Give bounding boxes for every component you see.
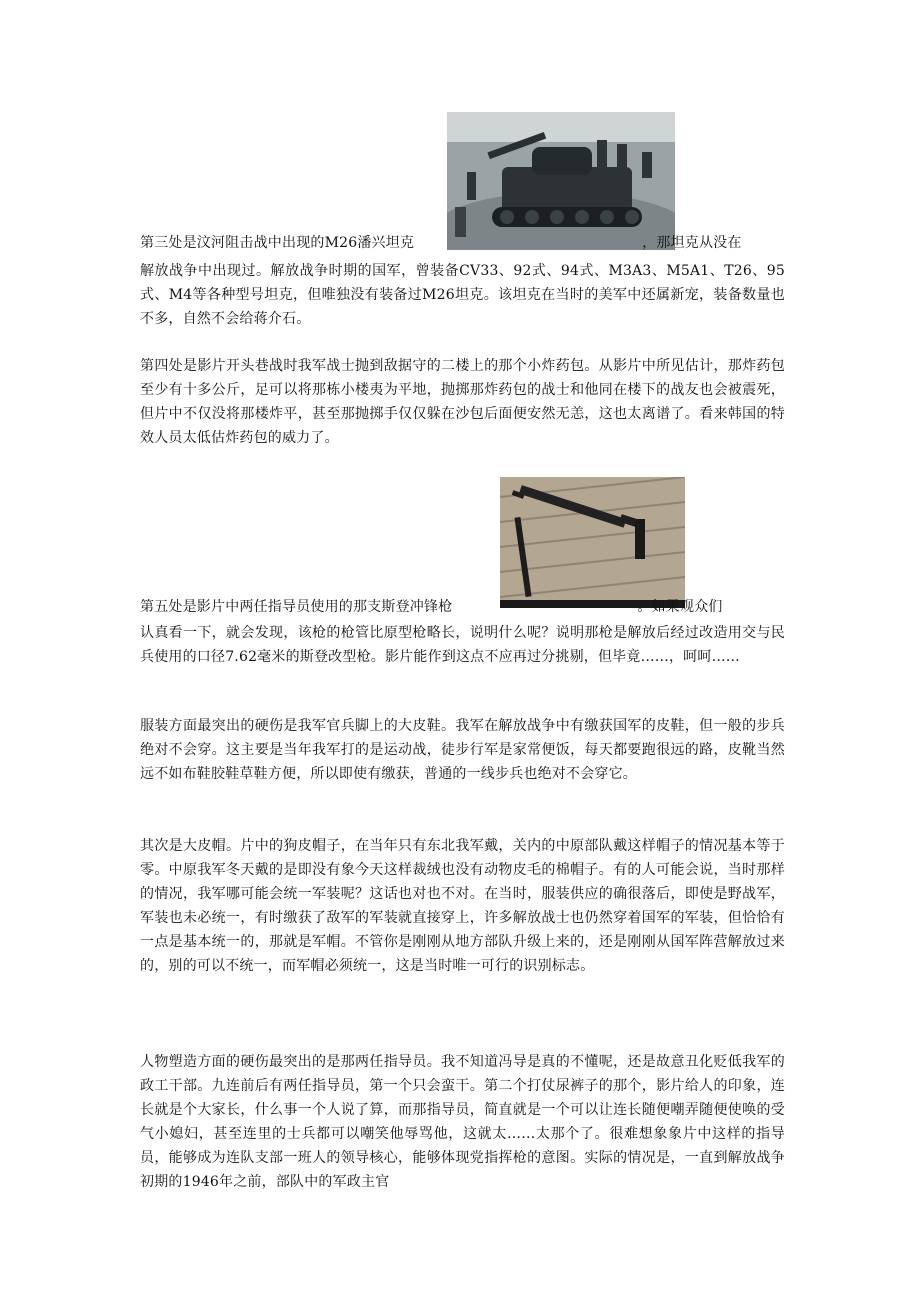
- paragraph-fur-hat: [140, 834, 785, 978]
- sten-gun-photo: [500, 477, 685, 608]
- paragraph-m26-tank-cont: [140, 259, 785, 331]
- paragraph-leather-shoes: [140, 714, 785, 786]
- sten-gun-graphic: [500, 477, 685, 608]
- paragraph-political-instructor: [140, 1050, 785, 1194]
- paragraph-text: 认真看一下，就会发现，该枪的枪管比原型枪略长，说明什么呢？说明那枪是解放后经过改造用交与民兵使用的口径7.62毫米的斯登改型枪。影片能作到这点不应再过分挑剔，但毕竟……，呵呵……: [140, 625, 785, 665]
- paragraph-text: 第三处是汶河阻击战中出现的M26潘兴坦克: [140, 235, 415, 251]
- paragraph-text: 其次是大皮帽。片中的狗皮帽子，在当年只有东北我军戴，关内的中原部队戴这样帽子的情况基本等于零。中原我军冬天戴的是即没有象今天这样裁绒也没有动物皮毛的棉帽子。有的人可能会说，当时那样的情况，我军哪可能会统一军装呢？这话也对也不对。在当时，服装供应的确很落后，即使是野战军，军装也未必统一，有时缴获了敌军的军装就直接穿上，许多解放战士也仍然穿着国军的军装，但恰恰有一点是基本统一的，那就是军帽。不管你是刚刚从地方部队升级上来的，还是刚刚从国军阵营解放过来的，别的可以不统一，而军帽必须统一，这是当时唯一可行的识别标志。: [140, 838, 785, 974]
- tank-photo: [447, 112, 675, 250]
- paragraph-m26-tank: [140, 231, 785, 255]
- paragraph-explosive-pack: [140, 354, 785, 450]
- paragraph-text: 。如果观众们: [637, 599, 723, 615]
- paragraph-text: 服装方面最突出的硬伤是我军官兵脚上的大皮鞋。我军在解放战争中有缴获国军的皮鞋，但一般的步兵绝对不会穿。这主要是当年我军打的是运动战，徒步行军是家常便饭，每天都要跑很远的路，皮靴当然远不如布鞋胶鞋草鞋方便，所以即使有缴获，普通的一线步兵也绝对不会穿它。: [140, 718, 785, 782]
- tank-photo-graphic: [447, 112, 675, 250]
- paragraph-sten-gun: [140, 595, 785, 619]
- paragraph-text: 人物塑造方面的硬伤最突出的是那两任指导员。我不知道冯导是真的不懂呢，还是故意丑化贬低我军的政工干部。九连前后有两任指导员，第一个只会蛮干。第二个打仗尿裤子的那个，影片给人的印象，连长就是个大家长，什么事一个人说了算，而那指导员，简直就是一个可以让连长随便嘲弄随便使唤的受气小媳妇，甚至连里的士兵都可以嘲笑他辱骂他，这就太……太那个了。很难想象象片中这样的指导员，能够成为连队支部一班人的领导核心，能够体现党指挥枪的意图。实际的情况是，一直到解放战争初期的1946年之前，部队中的军政主官: [140, 1054, 785, 1190]
- paragraph-text: 第四处是影片开头巷战时我军战士抛到敌据守的二楼上的那个小炸药包。从影片中所见估计，那炸药包至少有十多公斤，足可以将那栋小楼夷为平地，抛掷那炸药包的战士和他同在楼下的战友也会被震死，但片中不仅没将那楼炸平，甚至那抛掷手仅仅躲在沙包后面便安然无恙，这也太离谱了。看来韩国的特效人员太低估炸药包的威力了。: [140, 358, 785, 446]
- paragraph-text: ，那坦克从没在: [642, 235, 742, 251]
- paragraph-text: 解放战争中出现过。解放战争时期的国军，曾装备CV33、92式、94式、M3A3、M5A1、T26、95式、M4等各种型号坦克，但唯独没有装备过M26坦克。该坦克在当时的美军中还属新宠，装备数量也不多，自然不会给蒋介石。: [140, 263, 785, 327]
- paragraph-text: 第五处是影片中两任指导员使用的那支斯登冲锋枪: [140, 599, 453, 615]
- paragraph-sten-gun-cont: [140, 621, 785, 669]
